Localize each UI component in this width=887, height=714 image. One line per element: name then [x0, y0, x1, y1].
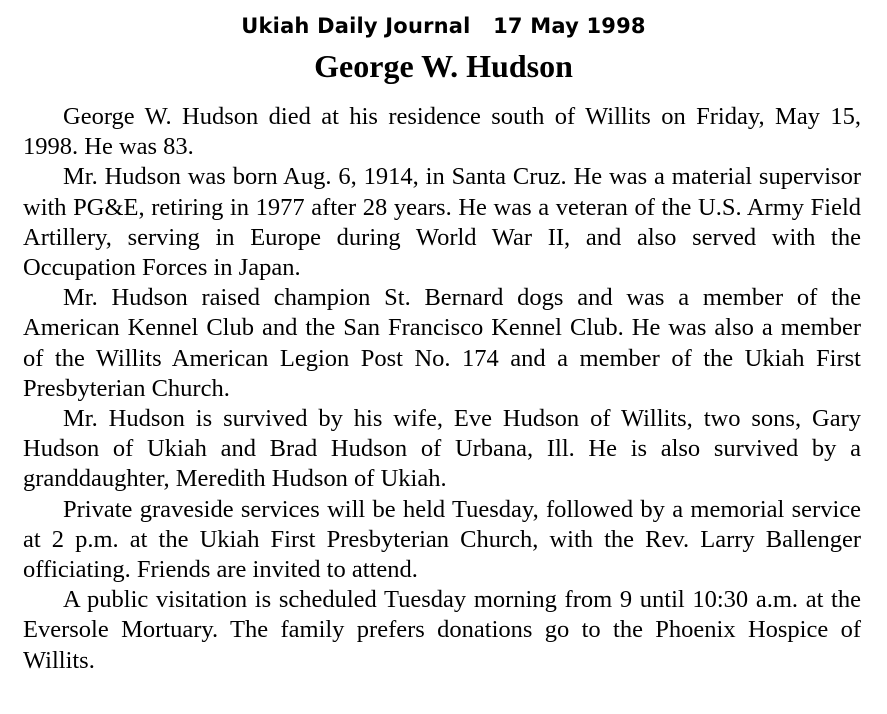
article-paragraph: A public visitation is scheduled Tuesday morning from 9 until 10:30 a.m. at the Eversole Mortuary. The family prefers donations go to the Phoenix Hospice of Willits. — [23, 586, 861, 674]
publication-name: Ukiah Daily Journal — [241, 14, 471, 38]
article-paragraph: Mr. Hudson is survived by his wife, Eve Hudson of Willits, two sons, Gary Hudson of Ukiah and Brad Hudson of Urbana, Ill. He is also survived by a granddaughter, Meredith Hudson of Ukiah. — [23, 405, 861, 493]
article-paragraph: Private graveside services will be held Tuesday, followed by a memorial service at 2 p.m. at the Ukiah First Presbyterian Church, with the Rev. Larry Ballenger officiating. Friends are invited to attend. — [23, 495, 861, 584]
article-body — [23, 102, 861, 676]
masthead — [0, 14, 887, 38]
publication-date: 17 May 1998 — [493, 14, 646, 38]
headline: George W. Hudson — [314, 48, 573, 84]
article-paragraph: Mr. Hudson raised champion St. Bernard dogs and was a member of the American Kennel Club and the San Francisco Kennel Club. He was also a member of the Willits American Legion Post No. 174 and a member of the Ukiah First Presbyterian Church. — [23, 284, 861, 402]
article-paragraph: George W. Hudson died at his residence south of Willits on Friday, May 15, 1998. He was 83. — [23, 103, 861, 161]
article-paragraph: Mr. Hudson was born Aug. 6, 1914, in Santa Cruz. He was a material supervisor with PG&E, retiring in 1977 after 28 years. He was a veteran of the U.S. Army Field Artillery, serving in Europe during World War II, and also served with the Occupation Forces in Japan. — [23, 163, 861, 282]
